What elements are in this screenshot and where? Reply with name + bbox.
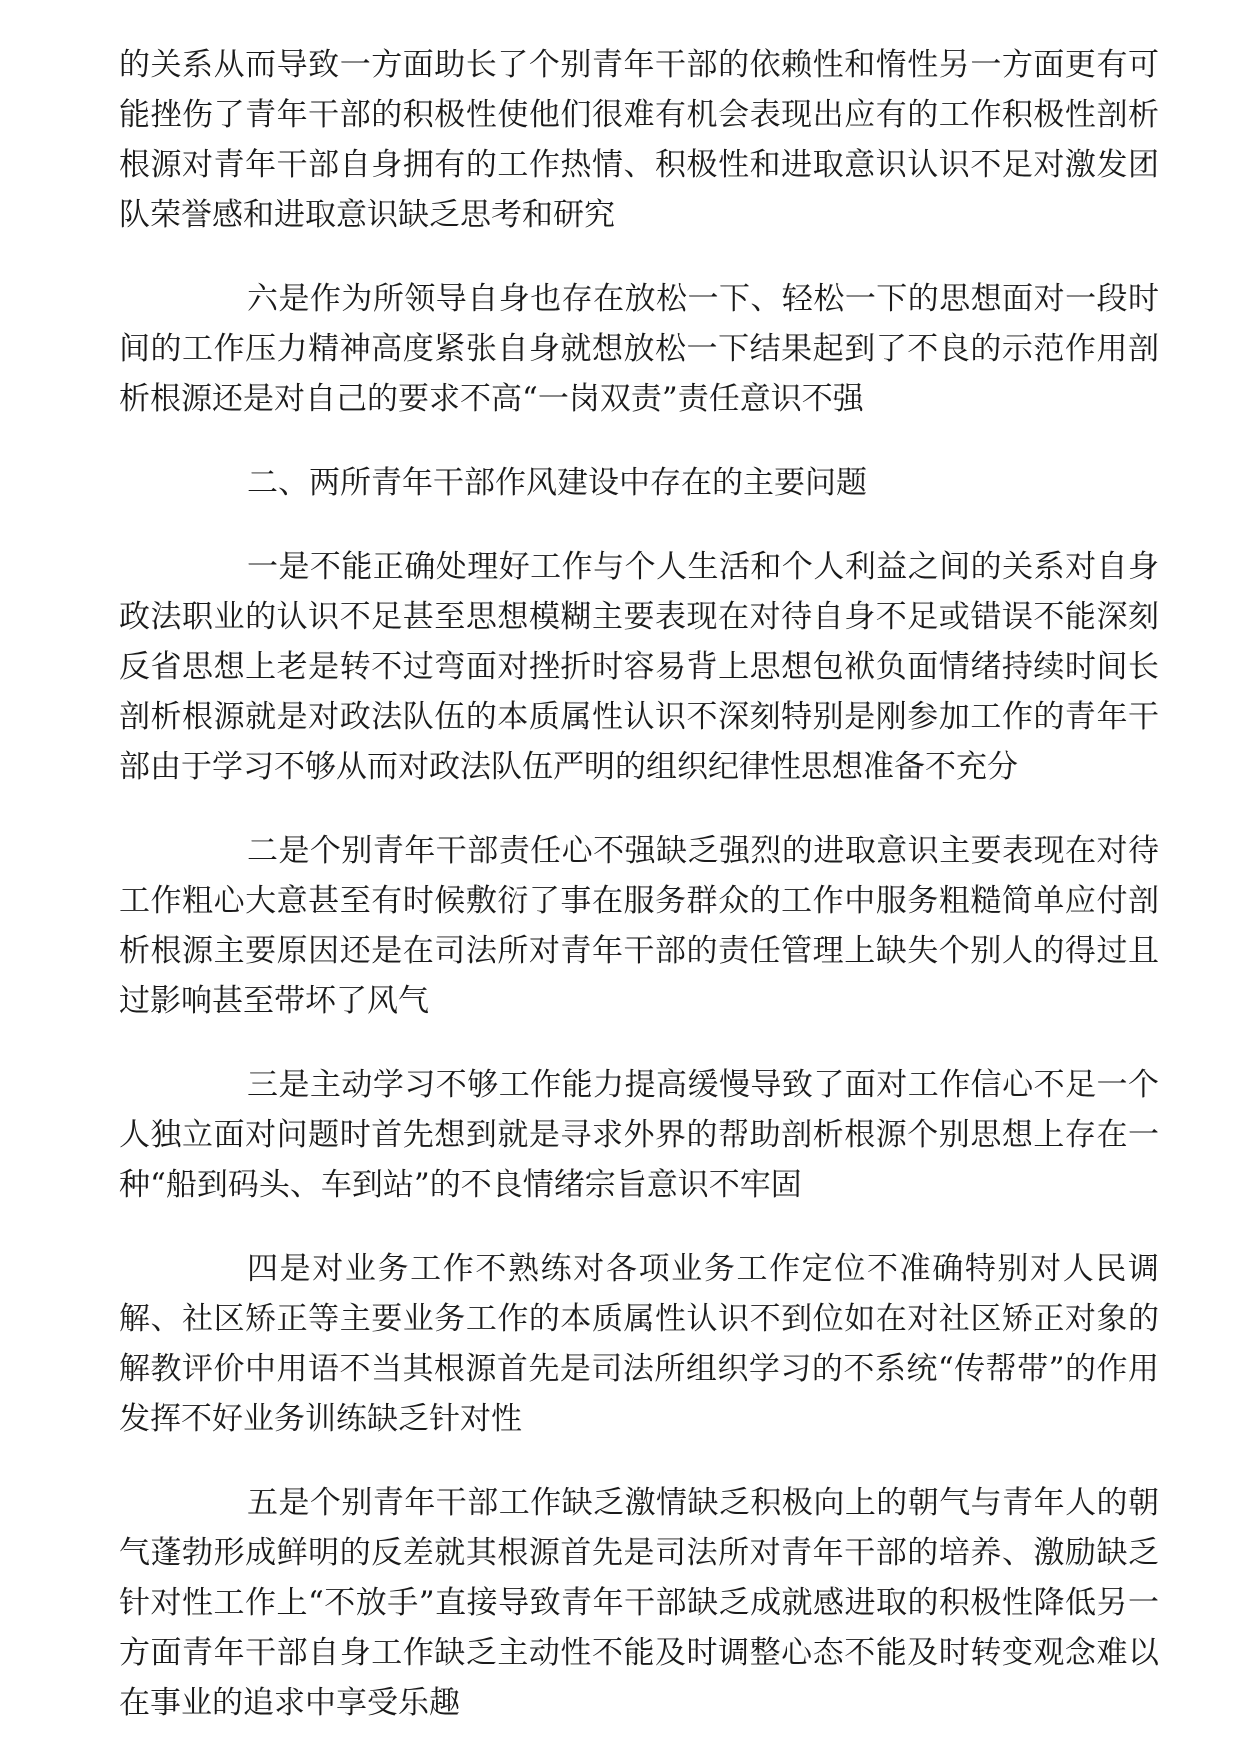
section-heading: 二、两所青年干部作风建设中存在的主要问题 (247, 465, 867, 501)
paragraph-item-four: 四是对业务工作不熟练对各项业务工作定位不准确特别对人民调解、社区矫正等主要业务工作的本质属性认识不到位如在对社区矫正对象的解教评价中用语不当其根源首先是司法所组织学习的不系统“传帮带”的作用发挥不好业务训练缺乏针对性 (119, 1251, 1159, 1437)
paragraph-item-two: 二是个别青年干部责任心不强缺乏强烈的进取意识主要表现在对待工作粗心大意甚至有时候敷衍了事在服务群众的工作中服务粗糙简单应付剖析根源主要原因还是在司法所对青年干部的责任管理上缺失个别人的得过且过影响甚至带坏了风气 (119, 833, 1159, 1019)
paragraph-item-three: 三是主动学习不够工作能力提高缓慢导致了面对工作信心不足一个人独立面对问题时首先想到就是寻求外界的帮助剖析根源个别思想上存在一种“船到码头、车到站”的不良情绪宗旨意识不牢固 (119, 1067, 1159, 1203)
paragraph-item-five: 五是个别青年干部工作缺乏激情缺乏积极向上的朝气与青年人的朝气蓬勃形成鲜明的反差就其根源首先是司法所对青年干部的培养、激励缺乏针对性工作上“不放手”直接导致青年干部缺乏成就感进取的积极性降低另一方面青年干部自身工作缺乏主动性不能及时调整心态不能及时转变观念难以在事业的追求中享受乐趣 (119, 1485, 1159, 1721)
paragraph-item-six: 六是作为所领导自身也存在放松一下、轻松一下的思想面对一段时间的工作压力精神高度紧张自身就想放松一下结果起到了不良的示范作用剖析根源还是对自己的要求不高“一岗双责”责任意识不强 (119, 281, 1159, 417)
paragraph-continued: 的关系从而导致一方面助长了个别青年干部的依赖性和惰性另一方面更有可能挫伤了青年干部的积极性使他们很难有机会表现出应有的工作积极性剖析根源对青年干部自身拥有的工作热情、积极性和进取意识认识不足对激发团队荣誉感和进取意识缺乏思考和研究 (119, 47, 1159, 233)
document-page (119, 40, 1159, 1762)
paragraph-item-one: 一是不能正确处理好工作与个人生活和个人利益之间的关系对自身政法职业的认识不足甚至思想模糊主要表现在对待自身不足或错误不能深刻反省思想上老是转不过弯面对挫折时容易背上思想包袱负面情绪持续时间长剖析根源就是对政法队伍的本质属性认识不深刻特别是刚参加工作的青年干部由于学习不够从而对政法队伍严明的组织纪律性思想准备不充分 (119, 549, 1159, 785)
